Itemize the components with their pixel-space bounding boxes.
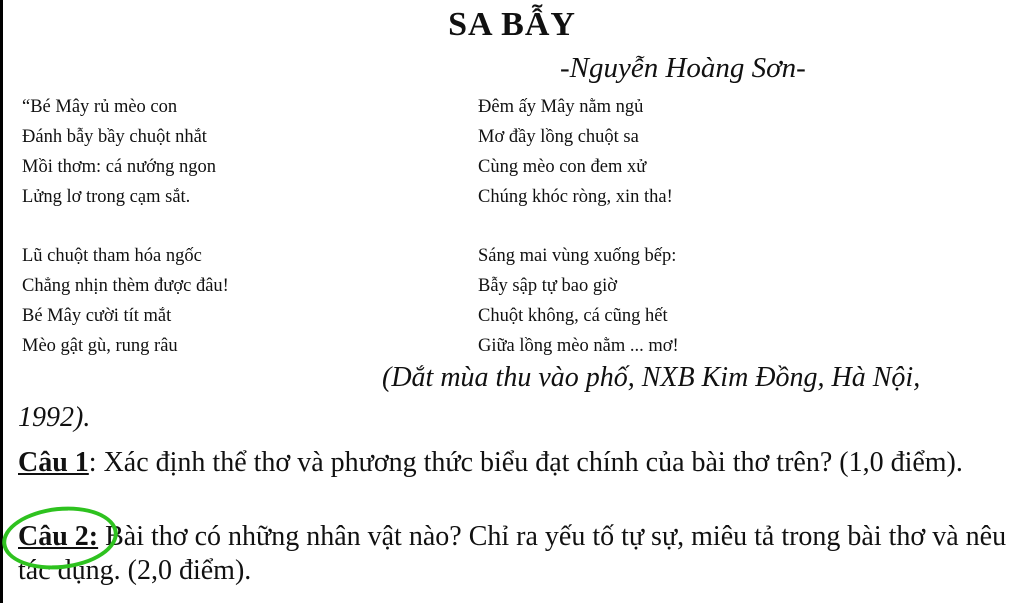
poem-line: Mèo gật gù, rung râu bbox=[22, 336, 178, 356]
poem-stanza-1-left bbox=[22, 92, 216, 212]
question-2 bbox=[18, 520, 1018, 588]
poem-source-line-1: (Dắt mùa thu vào phố, NXB Kim Đồng, Hà Nội, bbox=[382, 362, 921, 393]
poem-title: SA BẪY bbox=[448, 6, 576, 43]
poem-line: Chẳng nhịn thèm được đâu! bbox=[22, 276, 229, 296]
poem-line: Sáng mai vùng xuống bếp: bbox=[478, 246, 677, 266]
question-1-label: Câu 1 bbox=[18, 447, 89, 478]
poem-author: -Nguyễn Hoàng Sơn- bbox=[560, 52, 806, 84]
poem-line: Lũ chuột tham hóa ngốc bbox=[22, 246, 202, 266]
poem-line: Bé Mây cười tít mắt bbox=[22, 306, 172, 326]
question-1-separator: : bbox=[88, 447, 97, 478]
poem-line: Chuột không, cá cũng hết bbox=[478, 306, 668, 326]
poem-line: Đánh bẫy bầy chuột nhắt bbox=[22, 127, 207, 147]
question-2-label: Câu 2: bbox=[18, 521, 99, 552]
poem-stanza-2-right bbox=[478, 241, 679, 361]
poem-stanza-2-left bbox=[22, 241, 229, 361]
question-1 bbox=[18, 446, 1018, 480]
poem-line: Mơ đầy lồng chuột sa bbox=[478, 127, 639, 147]
poem-line: Bẫy sập tự bao giờ bbox=[478, 276, 618, 296]
question-1-text: Xác định thể thơ và phương thức biểu đạt chính của bài thơ trên? (1,0 điểm). bbox=[96, 447, 963, 478]
poem-line: Giữa lồng mèo nằm ... mơ! bbox=[478, 336, 679, 356]
question-2-text: Bài thơ có những nhân vật nào? Chỉ ra yếu tố tự sự, miêu tả trong bài thơ và nêu tác dụng. (2,0 điểm). bbox=[18, 521, 1007, 586]
page-left-border bbox=[0, 0, 3, 603]
poem-line: “Bé Mây rủ mèo con bbox=[22, 97, 178, 117]
poem-line: Chúng khóc ròng, xin tha! bbox=[478, 187, 673, 207]
poem-line: Mồi thơm: cá nướng ngon bbox=[22, 157, 217, 177]
poem-line: Đêm ấy Mây nằm ngủ bbox=[478, 97, 644, 117]
poem-source-line-2: 1992). bbox=[18, 402, 91, 433]
poem-line: Lửng lơ trong cạm sắt. bbox=[22, 187, 191, 207]
poem-line: Cùng mèo con đem xử bbox=[478, 157, 647, 177]
poem-stanza-1-right bbox=[478, 92, 673, 212]
